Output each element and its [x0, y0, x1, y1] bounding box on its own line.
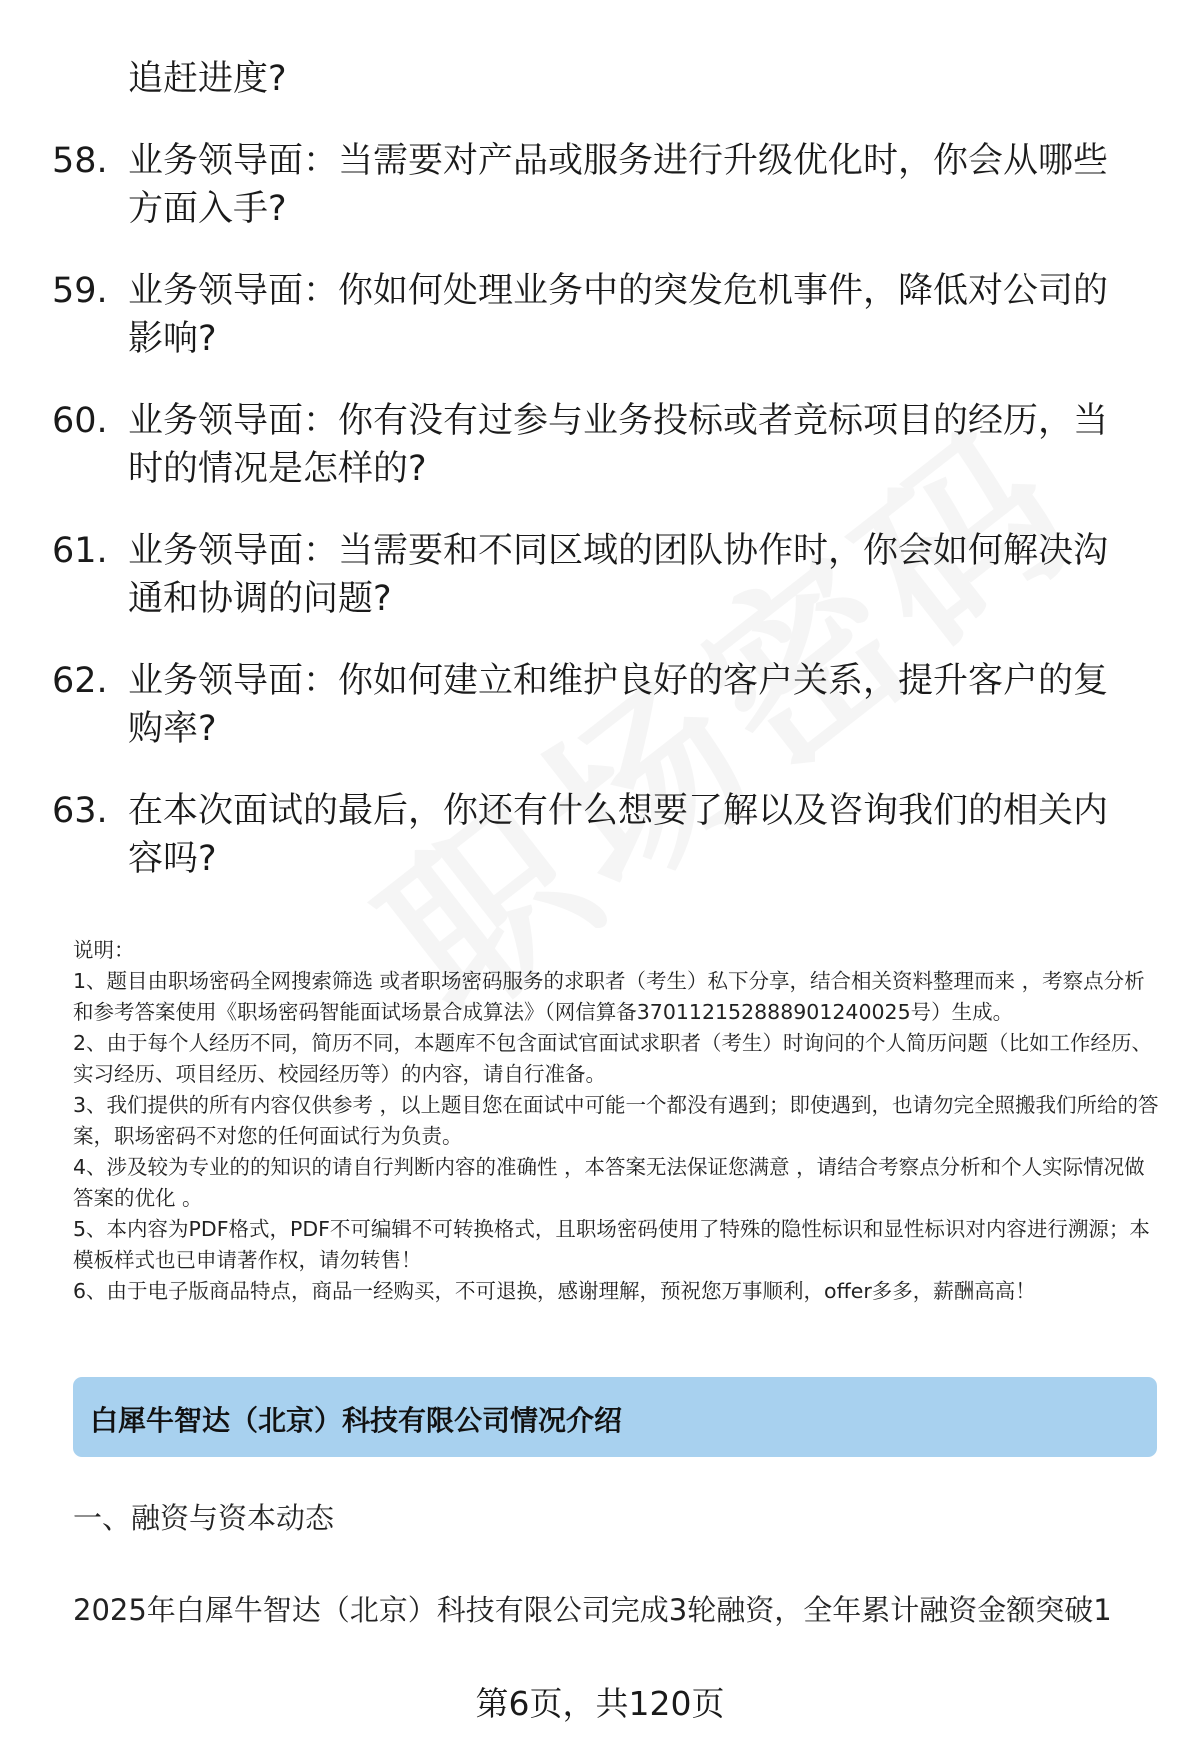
company-banner-title: 白犀牛智达（北京）科技有限公司情况介绍	[90, 1404, 623, 1437]
question-item	[0, 787, 1200, 883]
note-item: 2、由于每个人经历不同，简历不同，本题库不包含面试官面试求职者（考生）时询问的个人简历问题（比如工作经历、实习经历、项目经历、校园经历等）的内容，请自行准备。	[73, 1031, 1153, 1086]
notes-heading: 说明：	[73, 938, 135, 962]
note-item: 4、涉及较为专业的的知识的请自行判断内容的准确性 ，本答案无法保证您满意 ，请结合考察点分析和个人实际情况做答案的优化 。	[73, 1155, 1145, 1210]
question-item	[0, 137, 1200, 233]
question-item	[0, 527, 1200, 623]
question-number: 58.	[52, 141, 108, 181]
section-heading: 一、融资与资本动态	[73, 1501, 335, 1535]
note-item: 1、题目由职场密码全网搜索筛选 或者职场密码服务的求职者（考生）私下分享，结合相关资料整理而来 ，考察点分析和参考答案使用《职场密码智能面试场景合成算法》（网信算备370112152888901240025号）生成。	[73, 969, 1145, 1024]
body-paragraph: 2025年白犀牛智达（北京）科技有限公司完成3轮融资，全年累计融资金额突破1	[73, 1593, 1112, 1627]
question-text: 在本次面试的最后，你还有什么想要了解以及咨询我们的相关内容吗?	[128, 791, 1109, 879]
question-text: 业务领导面：你如何建立和维护良好的客户关系，提升客户的复购率?	[128, 661, 1109, 749]
question-item	[0, 397, 1200, 493]
note-item: 6、由于电子版商品特点，商品一经购买，不可退换，感谢理解，预祝您万事顺利，offer多多，薪酬高高！	[73, 1279, 1036, 1303]
question-text: 业务领导面：当需要和不同区域的团队协作时，你会如何解决沟通和协调的问题?	[128, 531, 1109, 619]
question-number: 60.	[52, 401, 108, 441]
question-text: 业务领导面：你有没有过参与业务投标或者竞标项目的经历，当时的情况是怎样的?	[128, 401, 1109, 489]
company-banner	[73, 1377, 1157, 1457]
question-item	[0, 657, 1200, 753]
question-text: 业务领导面：当需要对产品或服务进行升级优化时，你会从哪些方面入手?	[128, 141, 1109, 229]
question-number: 63.	[52, 791, 108, 831]
question-number: 61.	[52, 531, 108, 571]
question-continuation: 追赶进度?	[128, 59, 287, 99]
question-list	[0, 55, 1200, 883]
notes-section	[73, 935, 1163, 1307]
question-item	[0, 267, 1200, 363]
question-text: 业务领导面：你如何处理业务中的突发危机事件，降低对公司的影响?	[128, 271, 1109, 359]
question-number: 59.	[52, 271, 108, 311]
note-item: 5、本内容为PDF格式，PDF不可编辑不可转换格式，且职场密码使用了特殊的隐性标识和显性标识对内容进行溯源；本模板样式也已申请著作权，请勿转售！	[73, 1217, 1150, 1272]
note-item: 3、我们提供的所有内容仅供参考 ，以上题目您在面试中可能一个都没有遇到；即使遇到，也请勿完全照搬我们所给的答案，职场密码不对您的任何面试行为负责。	[73, 1093, 1159, 1148]
question-number: 62.	[52, 661, 108, 701]
page-number: 第6页，共120页	[475, 1684, 725, 1723]
